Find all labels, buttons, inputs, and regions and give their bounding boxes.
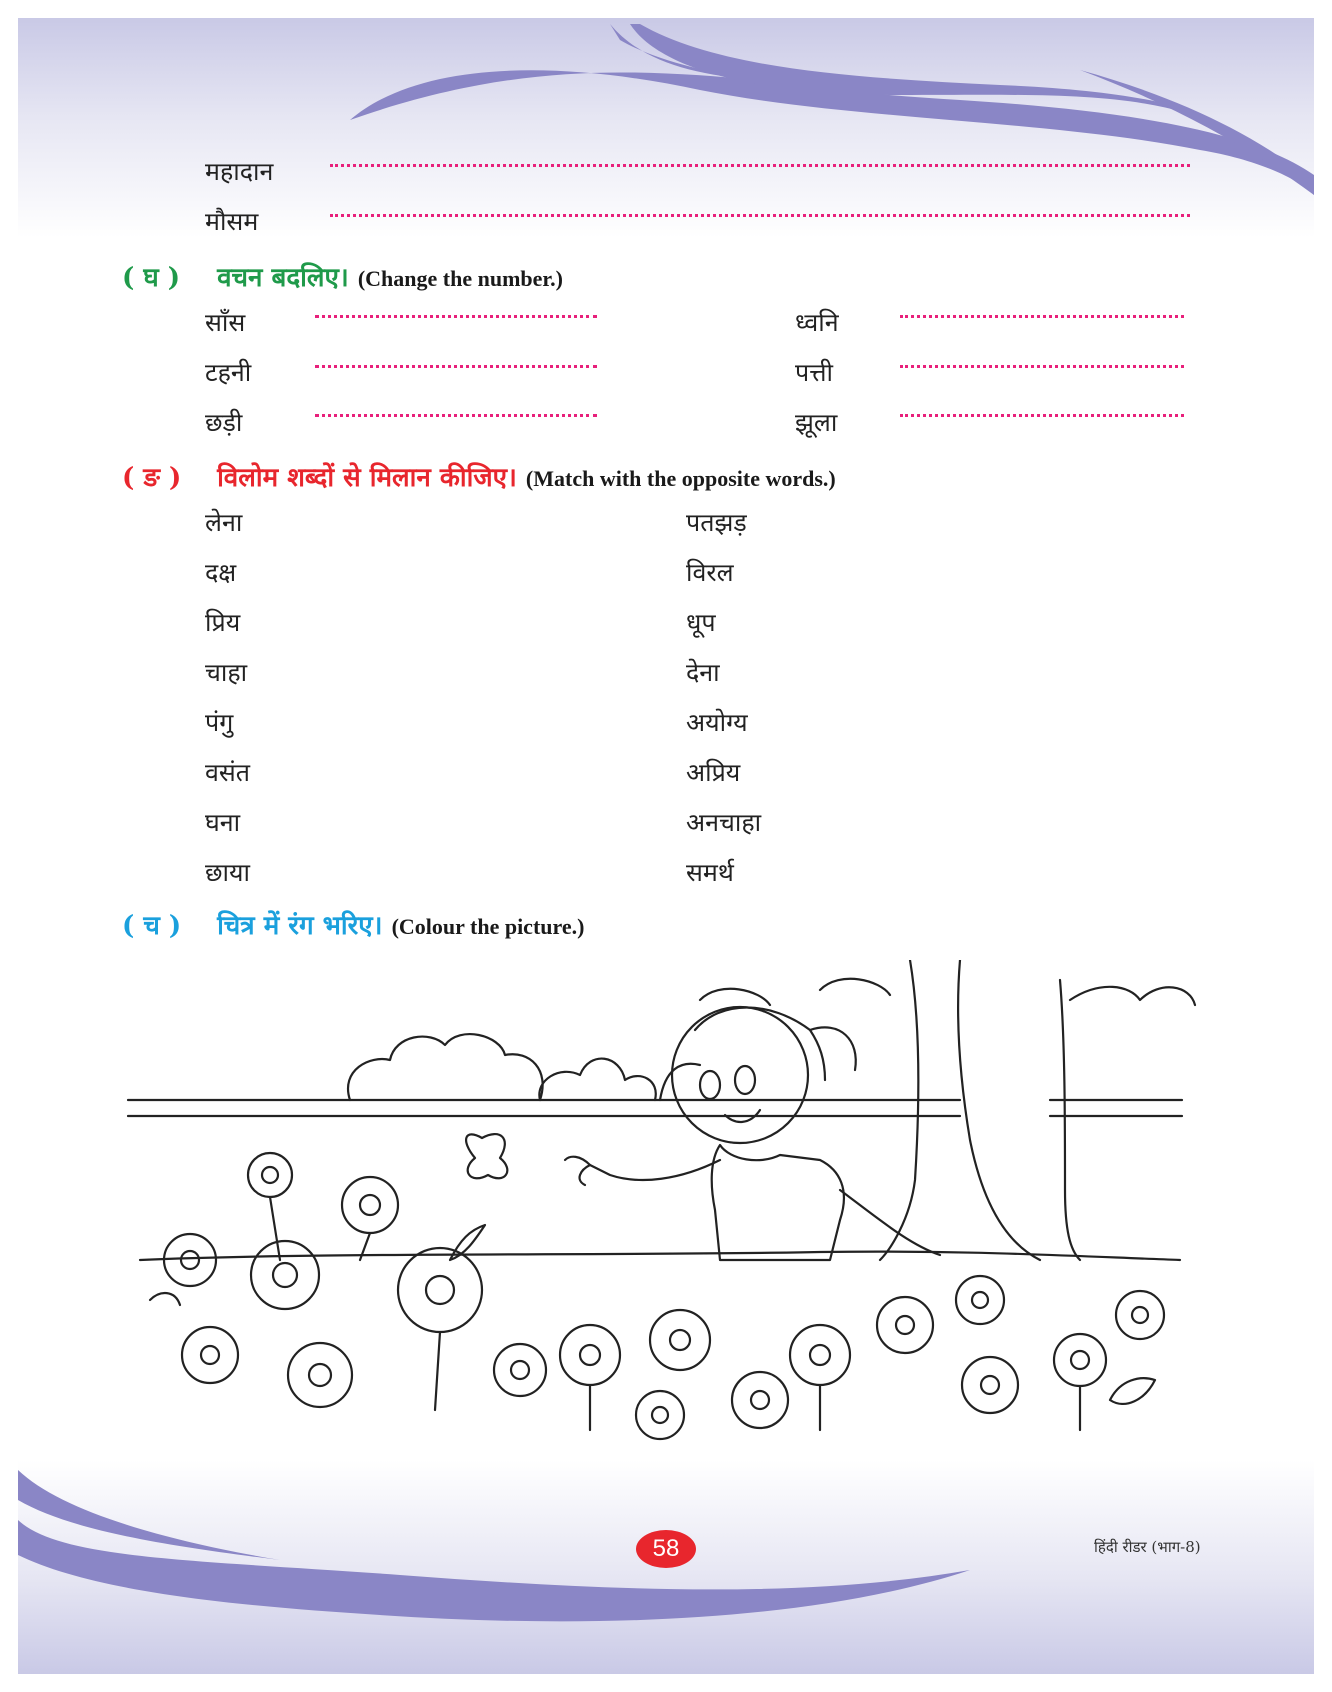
answer-line[interactable] — [900, 414, 1184, 417]
section-marker: ( च ) — [122, 911, 182, 941]
answer-line[interactable] — [330, 164, 1190, 167]
book-title: हिंदी रीडर (भाग-8) — [1094, 1538, 1201, 1556]
match-left-word: छाया — [205, 858, 250, 887]
match-left-word: वसंत — [205, 758, 251, 787]
answer-line[interactable] — [315, 414, 597, 417]
word-mahadan: महादान — [205, 157, 274, 186]
match-left-word: पंगु — [205, 708, 234, 737]
word-right: झूला — [795, 408, 838, 437]
section-title-en: (Match with the opposite words.) — [525, 466, 836, 491]
answer-line[interactable] — [330, 214, 1190, 217]
section-title-en: (Change the number.) — [357, 266, 563, 291]
match-right-word: अयोग्य — [686, 708, 748, 737]
match-right-word: देना — [686, 658, 720, 687]
match-right-word: अप्रिय — [686, 758, 741, 787]
tree-trunk — [1060, 980, 1080, 1260]
match-left-word: घना — [205, 808, 241, 837]
answer-line[interactable] — [315, 315, 597, 318]
section-gh-heading — [122, 258, 563, 294]
tree-trunk — [958, 960, 1040, 1260]
section-ng-heading — [122, 458, 836, 494]
match-right-word: अनचाहा — [686, 808, 762, 837]
section-title-en: (Colour the picture.) — [391, 914, 585, 939]
match-left-word: दक्ष — [205, 558, 237, 587]
match-left-word: प्रिय — [205, 608, 241, 637]
girl-arm — [590, 1160, 720, 1180]
foliage — [700, 979, 1195, 1005]
match-left-word: लेना — [205, 508, 243, 537]
match-right-word: धूप — [686, 608, 716, 637]
butterfly — [466, 1134, 507, 1178]
section-ch-heading — [122, 906, 584, 942]
word-right: ध्वनि — [795, 308, 839, 337]
colouring-picture[interactable] — [120, 960, 1220, 1460]
page-number: 58 — [636, 1530, 696, 1568]
match-right-word: समर्थ — [686, 858, 734, 887]
word-mausam: मौसम — [205, 207, 259, 236]
match-right-word: पतझड़ — [686, 508, 747, 537]
ground-line — [140, 1252, 1180, 1260]
answer-line[interactable] — [900, 315, 1184, 318]
answer-line[interactable] — [900, 365, 1184, 368]
word-right: पत्ती — [795, 358, 833, 387]
tree-trunk — [880, 960, 918, 1260]
section-title-hi: विलोम शब्दों से मिलान कीजिए। — [217, 463, 517, 493]
girl-arm — [840, 1190, 940, 1255]
flower-cluster — [164, 1153, 1164, 1439]
section-title-hi: वचन बदलिए। — [217, 263, 349, 293]
section-title-hi: चित्र में रंग भरिए। — [217, 911, 383, 941]
bush — [539, 1059, 655, 1100]
section-marker: ( घ ) — [122, 263, 181, 293]
answer-line[interactable] — [315, 365, 597, 368]
word-left: छड़ी — [205, 408, 243, 437]
word-left: साँस — [205, 308, 246, 337]
girl-body — [712, 1145, 844, 1260]
bush — [348, 1034, 543, 1100]
match-right-word: विरल — [686, 558, 734, 587]
word-left: टहनी — [205, 358, 252, 387]
match-left-word: चाहा — [205, 658, 248, 687]
section-marker: ( ङ ) — [122, 463, 182, 493]
